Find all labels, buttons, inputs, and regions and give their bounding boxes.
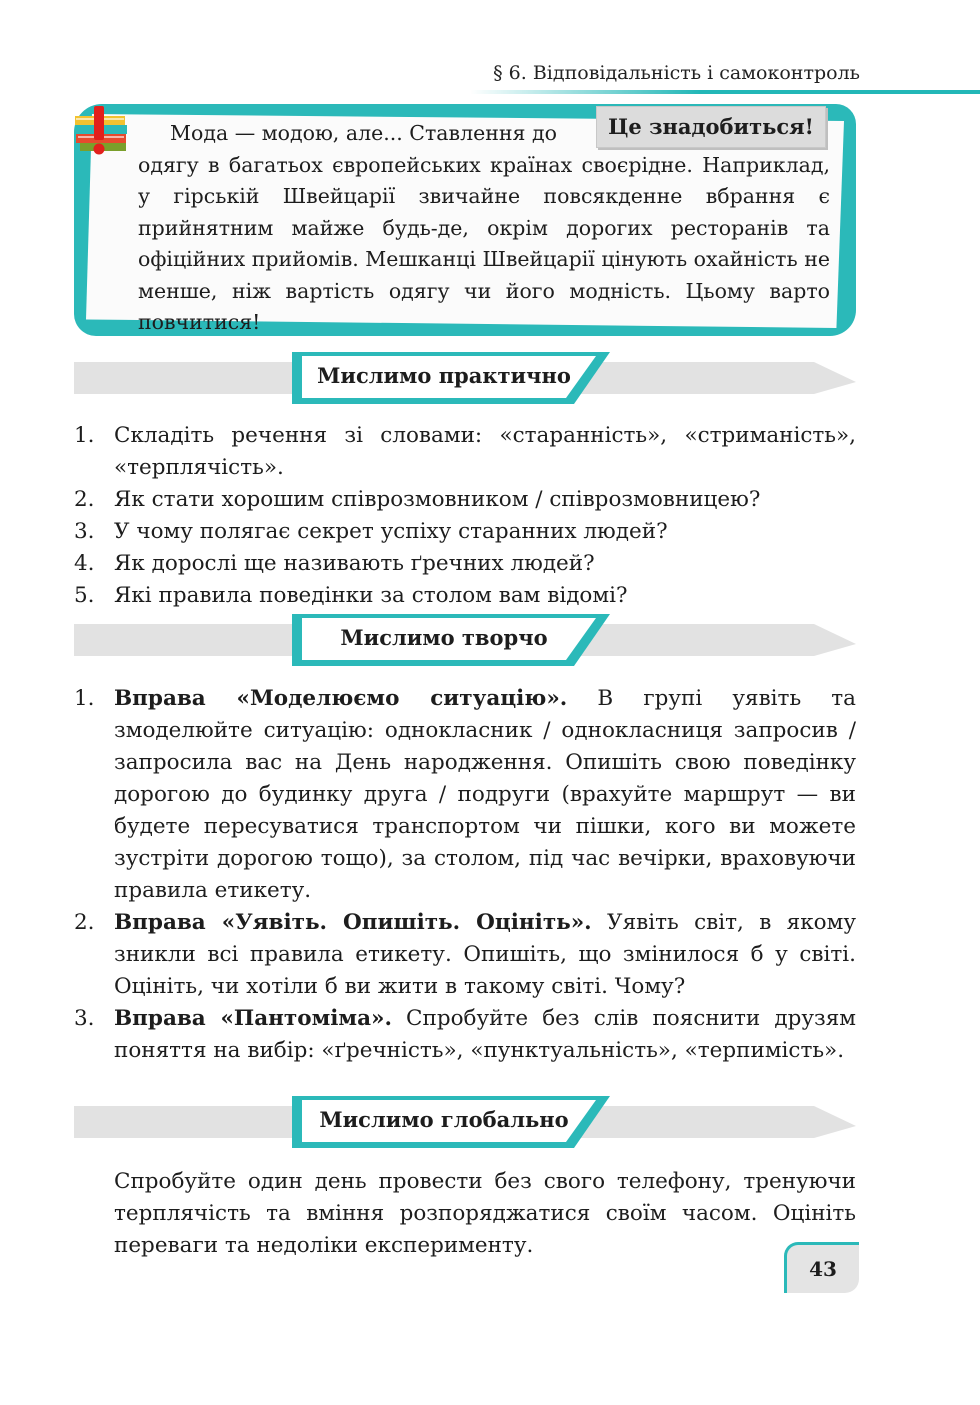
- list-practical: [74, 420, 856, 612]
- exercise-title: Вправа «Пантоміма».: [114, 1006, 392, 1031]
- list-item: [74, 420, 856, 484]
- item-number: 3.: [74, 1006, 95, 1031]
- item-text: Як дорослі ще називають ґречних людей?: [114, 551, 595, 576]
- info-box-text: [138, 118, 830, 339]
- info-tag-label: Це знадобиться!: [596, 106, 826, 148]
- item-number: 5.: [74, 583, 95, 608]
- item-text: Спробуйте без слів пояснити друзям поняття на вибір: «ґречність», «пунктуальність», «терпимість».: [114, 1006, 857, 1063]
- section-title-practical: Мислимо практично: [317, 363, 571, 388]
- banner-global: [74, 1096, 856, 1154]
- list-item: [74, 516, 856, 548]
- item-text: Уявіть світ, в якому зникли всі правила етикету. Опишіть, що змінилося б у світі. Оцініть, чи хотіли б ви жити в такому світі. Чому?: [114, 910, 856, 999]
- item-number: 3.: [74, 519, 95, 544]
- exercise-title: Вправа «Уявіть. Опишіть. Оцініть».: [114, 910, 592, 935]
- banner-practical: [74, 352, 856, 410]
- item-number: 1.: [74, 686, 95, 711]
- list-item: [74, 484, 856, 516]
- running-header: § 6. Відповідальність і самоконтроль: [493, 62, 860, 84]
- global-paragraph: Спробуйте один день провести без свого телефону, тренуючи терплячість та вміння розпоряджатися своїм часом. Оцініть переваги та недоліки експерименту.: [114, 1169, 856, 1258]
- list-item: [74, 1003, 856, 1067]
- item-text: В групі уявіть та змоделюйте ситуацію: однокласник / однокласниця запросив / запросила вас на День народження. Опишіть свою поведінку дорогою до будинку друга / подруги (врахуйте маршрут — ви будете пересуватися транспортом чи пішки, кого ви можете зустріти дорогою тощо), за столом, під час вечірки, враховуючи правила етикету.: [114, 686, 856, 903]
- list-item: [74, 548, 856, 580]
- item-text: Які правила поведінки за столом вам відомі?: [114, 583, 628, 608]
- list-item: [74, 580, 856, 612]
- banner-creative: [74, 614, 856, 672]
- item-number: 1.: [74, 423, 95, 448]
- list-creative: [74, 683, 856, 1067]
- section-title-global: Мислимо глобально: [319, 1107, 569, 1132]
- header-rule: [470, 90, 980, 94]
- item-text: Складіть речення зі словами: «старанність», «стриманість», «терплячість».: [114, 423, 856, 480]
- page-number: 43: [784, 1242, 859, 1293]
- info-box-first-line: Мода — модою, але... Ставлення до: [170, 121, 557, 145]
- info-box-body: одягу в багатьох європейських країнах своєрідне. Наприклад, у гірській Швейцарії звичайне повсякденне вбрання є прийнятним майже будь-де, окрім дорогих ресторанів та офіційних прийомів. Мешканці Швейцарії цінують охайність не менше, ніж вартість одягу чи його модність. Цьому варто повчитися!: [138, 152, 830, 334]
- item-number: 2.: [74, 487, 95, 512]
- item-text: У чому полягає секрет успіху старанних людей?: [114, 519, 668, 544]
- books-exclamation-icon: [74, 104, 136, 158]
- list-item: [74, 907, 856, 1003]
- item-number: 4.: [74, 551, 95, 576]
- list-item: [74, 683, 856, 907]
- exercise-title: Вправа «Моделюємо ситуацію».: [114, 686, 568, 711]
- item-text: Як стати хорошим співрозмовником / співрозмовницею?: [114, 487, 761, 512]
- section-title-creative: Мислимо творчо: [340, 625, 548, 650]
- item-number: 2.: [74, 910, 95, 935]
